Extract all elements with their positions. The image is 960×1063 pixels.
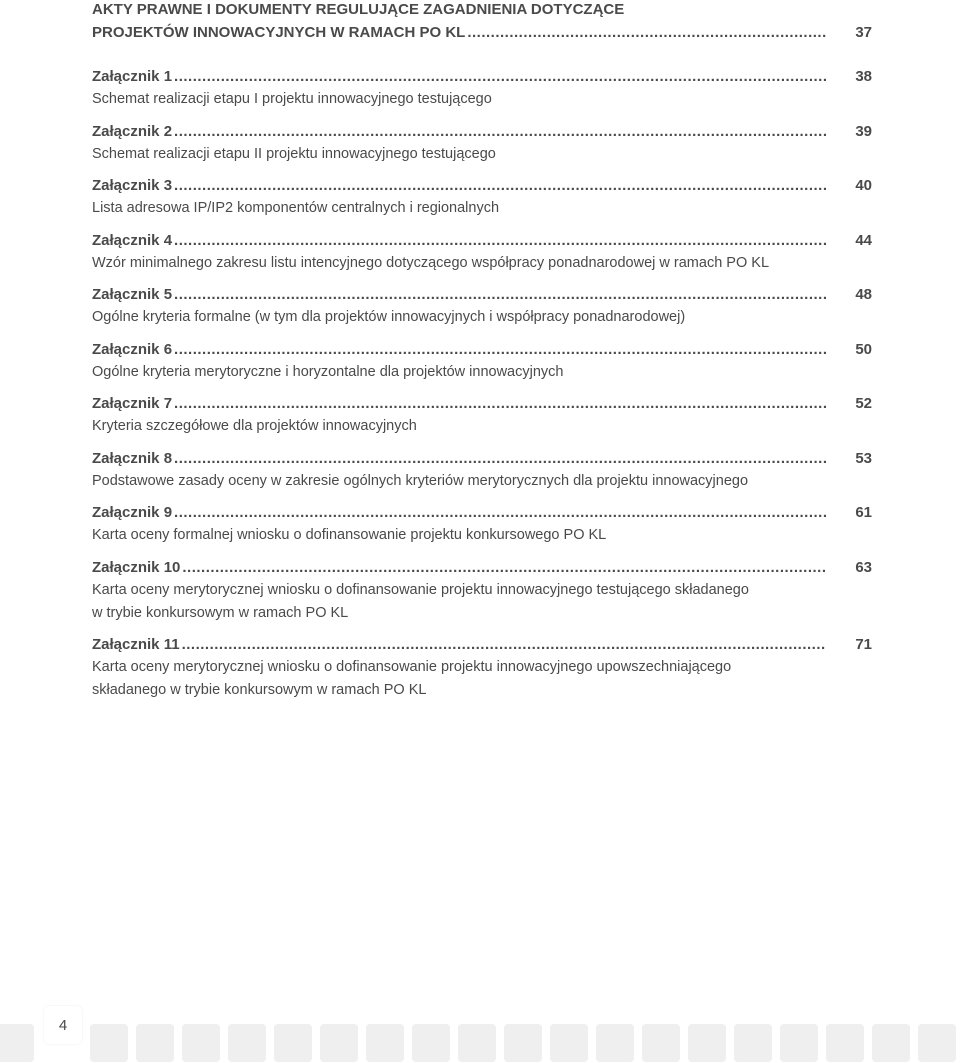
entry-description-line2: w trybie konkursowym w ramach PO KL: [92, 605, 349, 621]
page-number-ref: 52: [855, 395, 872, 412]
section-title-line2: PROJEKTÓW INNOWACYJNYCH W RAMACH PO KL: [92, 24, 466, 41]
entry-label: Załącznik 10: [92, 559, 181, 576]
footer-square: [320, 1024, 358, 1062]
page-number-ref: 44: [855, 232, 872, 249]
leader-dots: [174, 501, 826, 524]
entry-label: Załącznik 8: [92, 450, 173, 467]
entry-heading: [92, 174, 872, 197]
entry-heading: [92, 120, 872, 143]
entry-description: Schemat realizacji etapu II projektu innowacyjnego testującego: [92, 146, 496, 162]
entry-description: Ogólne kryteria formalne (w tym dla projektów innowacyjnych i współpracy ponadnarodowej): [92, 309, 686, 325]
page-number-ref: 53: [855, 450, 872, 467]
toc-entry-zalacznik-11[interactable]: [92, 633, 872, 702]
entry-heading: [92, 392, 872, 415]
leader-dots: [174, 120, 826, 143]
section-title-line1: AKTY PRAWNE I DOKUMENTY REGULUJĄCE ZAGADNIENIA DOTYCZĄCE: [92, 1, 625, 18]
entry-description: Ogólne kryteria merytoryczne i horyzontalne dla projektów innowacyjnych: [92, 364, 564, 380]
leader-dots: [174, 283, 826, 306]
footer-square: [872, 1024, 910, 1062]
entry-heading: [92, 447, 872, 470]
entry-heading: [92, 65, 872, 88]
entry-description: Podstawowe zasady oceny w zakresie ogólnych kryteriów merytorycznych dla projektu innowacyjnego: [92, 473, 749, 489]
footer-square: [550, 1024, 588, 1062]
entry-label: Załącznik 4: [92, 232, 173, 249]
leader-dots: [182, 556, 826, 579]
footer-square: [642, 1024, 680, 1062]
toc-entry-zalacznik-9[interactable]: [92, 501, 872, 547]
entry-heading: [92, 556, 872, 579]
toc-entry-zalacznik-5[interactable]: [92, 283, 872, 329]
page-number-ref: 38: [855, 68, 872, 85]
toc-entry-zalacznik-6[interactable]: [92, 338, 872, 384]
leader-dots: [174, 338, 826, 361]
entry-description: Lista adresowa IP/IP2 komponentów centralnych i regionalnych: [92, 200, 500, 216]
entry-description: Karta oceny formalnej wniosku o dofinansowanie projektu konkursowego PO KL: [92, 527, 607, 543]
leader-dots: [174, 229, 826, 252]
footer-square: [780, 1024, 818, 1062]
entry-label: Załącznik 7: [92, 395, 173, 412]
entry-description-line2: składanego w trybie konkursowym w ramach PO KL: [92, 682, 427, 698]
toc-entry-zalacznik-3[interactable]: [92, 174, 872, 220]
footer-square: [504, 1024, 542, 1062]
entry-label: Załącznik 6: [92, 341, 173, 358]
entry-label: Załącznik 2: [92, 123, 173, 140]
entry-description: Kryteria szczegółowe dla projektów innowacyjnych: [92, 418, 417, 434]
leader-dots: [174, 65, 826, 88]
toc-entry-zalacznik-2[interactable]: [92, 120, 872, 166]
page-number-ref: 63: [855, 559, 872, 576]
page-number-ref: 50: [855, 341, 872, 358]
page-number-ref: 61: [855, 504, 872, 521]
leader-dots: [467, 21, 826, 44]
footer-square: [274, 1024, 312, 1062]
footer-square: [136, 1024, 174, 1062]
toc-entry-zalacznik-1[interactable]: [92, 65, 872, 111]
entry-label: Załącznik 11: [92, 636, 180, 653]
toc-entry-zalacznik-4[interactable]: [92, 229, 872, 275]
entry-label: Załącznik 1: [92, 68, 173, 85]
footer-square: [228, 1024, 266, 1062]
leader-dots: [174, 447, 826, 470]
entry-heading: [92, 338, 872, 361]
entry-heading: [92, 283, 872, 306]
entry-description-line1: Karta oceny merytorycznej wniosku o dofinansowanie projektu innowacyjnego upowszechniającego: [92, 659, 732, 675]
leader-dots: [174, 392, 826, 415]
footer-square: [734, 1024, 772, 1062]
footer-square: [458, 1024, 496, 1062]
page-number-ref: 48: [855, 286, 872, 303]
leader-dots: [174, 174, 826, 197]
page-number-ref: 37: [855, 24, 872, 41]
footer-square: [182, 1024, 220, 1062]
entry-label: Załącznik 3: [92, 177, 173, 194]
page-number-ref: 40: [855, 177, 872, 194]
footer-square: [0, 1024, 34, 1062]
footer-square: [596, 1024, 634, 1062]
entry-description: Schemat realizacji etapu I projektu innowacyjnego testującego: [92, 91, 492, 107]
page-number-ref: 71: [855, 636, 872, 653]
section-title-row: [92, 21, 872, 44]
entry-label: Załącznik 9: [92, 504, 173, 521]
entry-heading: [92, 229, 872, 252]
footer-square: [826, 1024, 864, 1062]
entry-label: Załącznik 5: [92, 286, 173, 303]
footer-square: [366, 1024, 404, 1062]
section-heading: [92, 0, 872, 44]
toc-entry-zalacznik-8[interactable]: [92, 447, 872, 493]
footer-decoration: [0, 1024, 960, 1062]
leader-dots: [182, 633, 826, 656]
entry-heading: [92, 633, 872, 656]
entry-description: Wzór minimalnego zakresu listu intencyjnego dotyczącego współpracy ponadnarodowej w ramach PO KL: [92, 255, 770, 271]
footer-square: [918, 1024, 956, 1062]
entry-heading: [92, 501, 872, 524]
page-number: 4: [44, 1006, 82, 1044]
footer-square: [688, 1024, 726, 1062]
footer-square: [412, 1024, 450, 1062]
toc-entry-zalacznik-10[interactable]: [92, 556, 872, 625]
toc-entry-zalacznik-7[interactable]: [92, 392, 872, 438]
page-number-ref: 39: [855, 123, 872, 140]
footer-square: [90, 1024, 128, 1062]
entry-description-line1: Karta oceny merytorycznej wniosku o dofinansowanie projektu innowacyjnego testującego składanego: [92, 582, 749, 598]
